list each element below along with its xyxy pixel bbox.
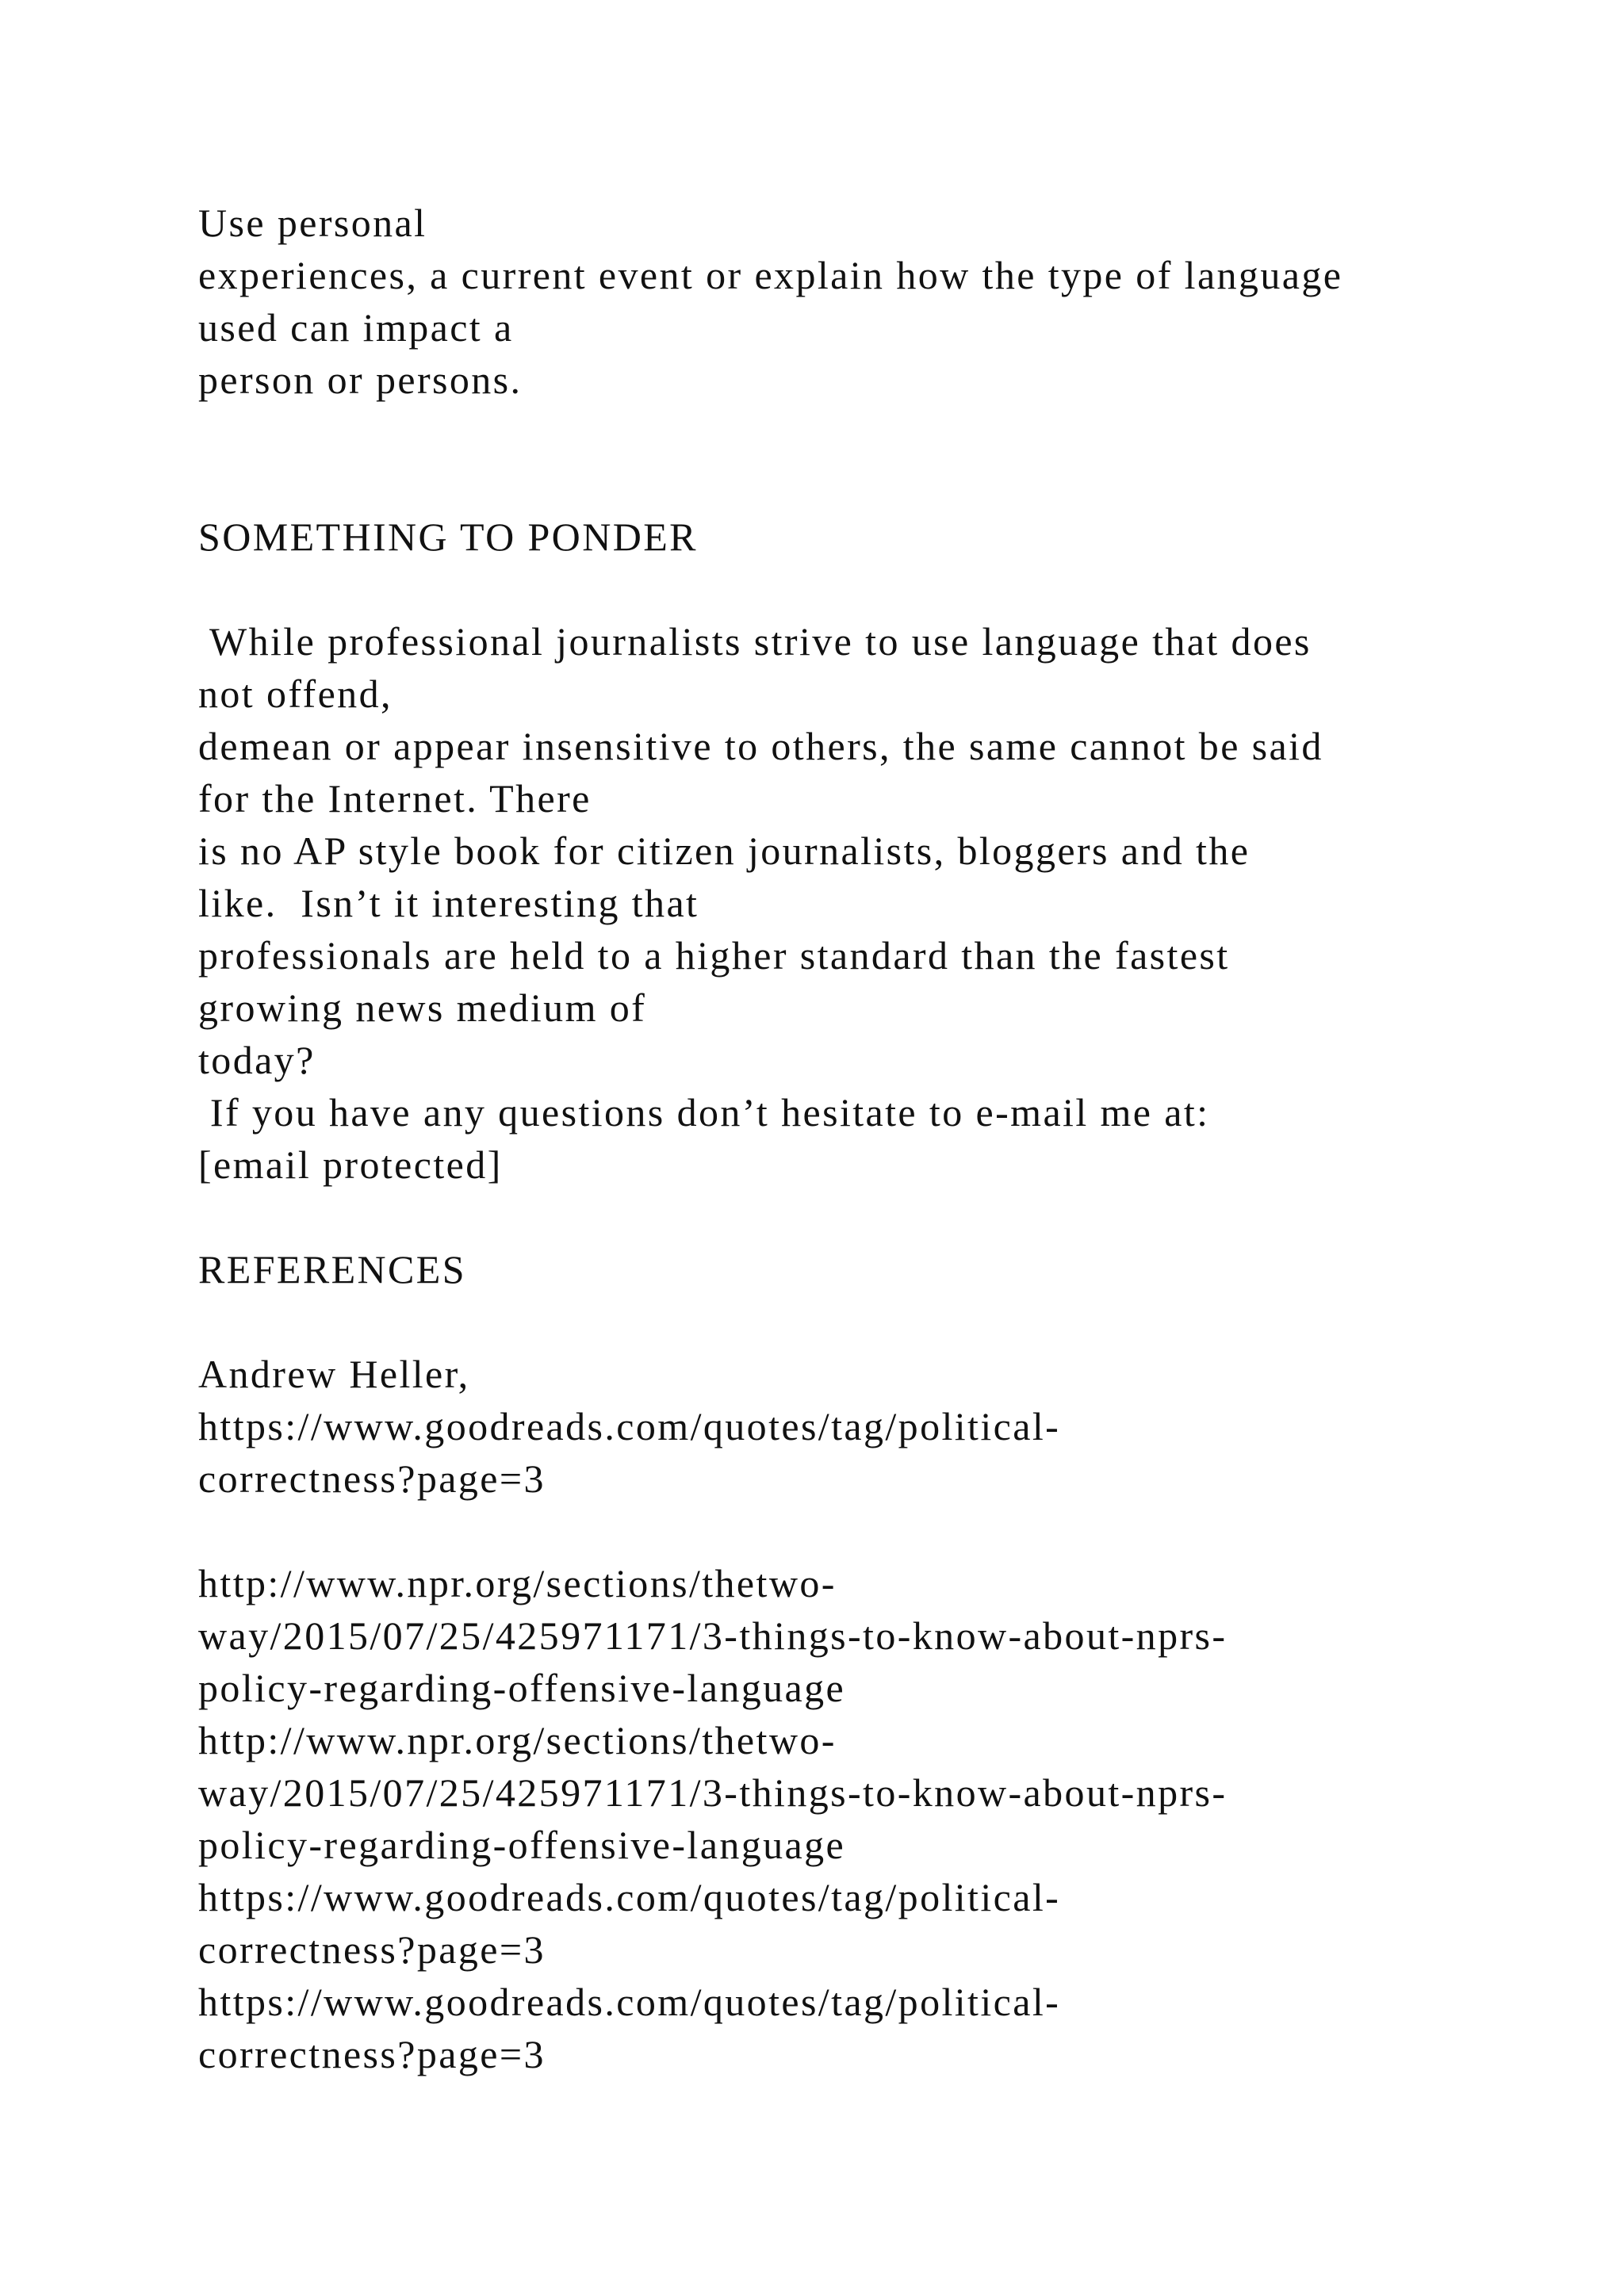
reference-link[interactable]: https://www.goodreads.com/quotes/tag/political- xyxy=(198,1875,1061,1919)
reference-link[interactable]: way/2015/07/25/425971171/3-things-to-know-about-nprs- xyxy=(198,1770,1228,1815)
ponder-line: If you have any questions don’t hesitate to e-mail me at: xyxy=(198,1090,1210,1135)
ponder-line: professionals are held to a higher standard than the fastest xyxy=(198,933,1230,978)
ponder-line: like. Isn’t it interesting that xyxy=(198,881,699,925)
reference-link[interactable]: policy-regarding-offensive-language xyxy=(198,1823,846,1867)
reference-link[interactable]: correctness?page=3 xyxy=(198,2032,546,2076)
intro-line: person or persons. xyxy=(198,358,523,402)
intro-line: used can impact a xyxy=(198,305,514,350)
ponder-line: not offend, xyxy=(198,672,393,716)
ponder-line: is no AP style book for citizen journalists, bloggers and the xyxy=(198,828,1251,873)
intro-line: Use personal xyxy=(198,201,427,245)
ponder-line: for the Internet. There xyxy=(198,776,592,821)
reference-link[interactable]: https://www.goodreads.com/quotes/tag/political- xyxy=(198,1980,1061,2024)
reference-link[interactable]: policy-regarding-offensive-language xyxy=(198,1666,846,1710)
ponder-line: While professional journalists strive to use language that does xyxy=(198,619,1312,664)
reference-link[interactable]: correctness?page=3 xyxy=(198,1927,546,1972)
ponder-heading: SOMETHING TO PONDER xyxy=(198,515,698,559)
reference-link[interactable]: way/2015/07/25/425971171/3-things-to-know-about-nprs- xyxy=(198,1613,1228,1658)
references-heading: REFERENCES xyxy=(198,1247,466,1292)
ponder-line: demean or appear insensitive to others, the same cannot be said xyxy=(198,724,1323,768)
reference-link[interactable]: http://www.npr.org/sections/thetwo- xyxy=(198,1718,837,1762)
reference-link[interactable]: https://www.goodreads.com/quotes/tag/political- xyxy=(198,1404,1061,1448)
reference-author: Andrew Heller, xyxy=(198,1352,470,1396)
reference-link[interactable]: http://www.npr.org/sections/thetwo- xyxy=(198,1561,837,1605)
email-line: [email protected] xyxy=(198,1142,503,1187)
reference-link[interactable]: correctness?page=3 xyxy=(198,1456,546,1501)
ponder-line: growing news medium of xyxy=(198,985,647,1030)
intro-line: experiences, a current event or explain how the type of language xyxy=(198,253,1343,297)
ponder-line: today? xyxy=(198,1038,316,1082)
